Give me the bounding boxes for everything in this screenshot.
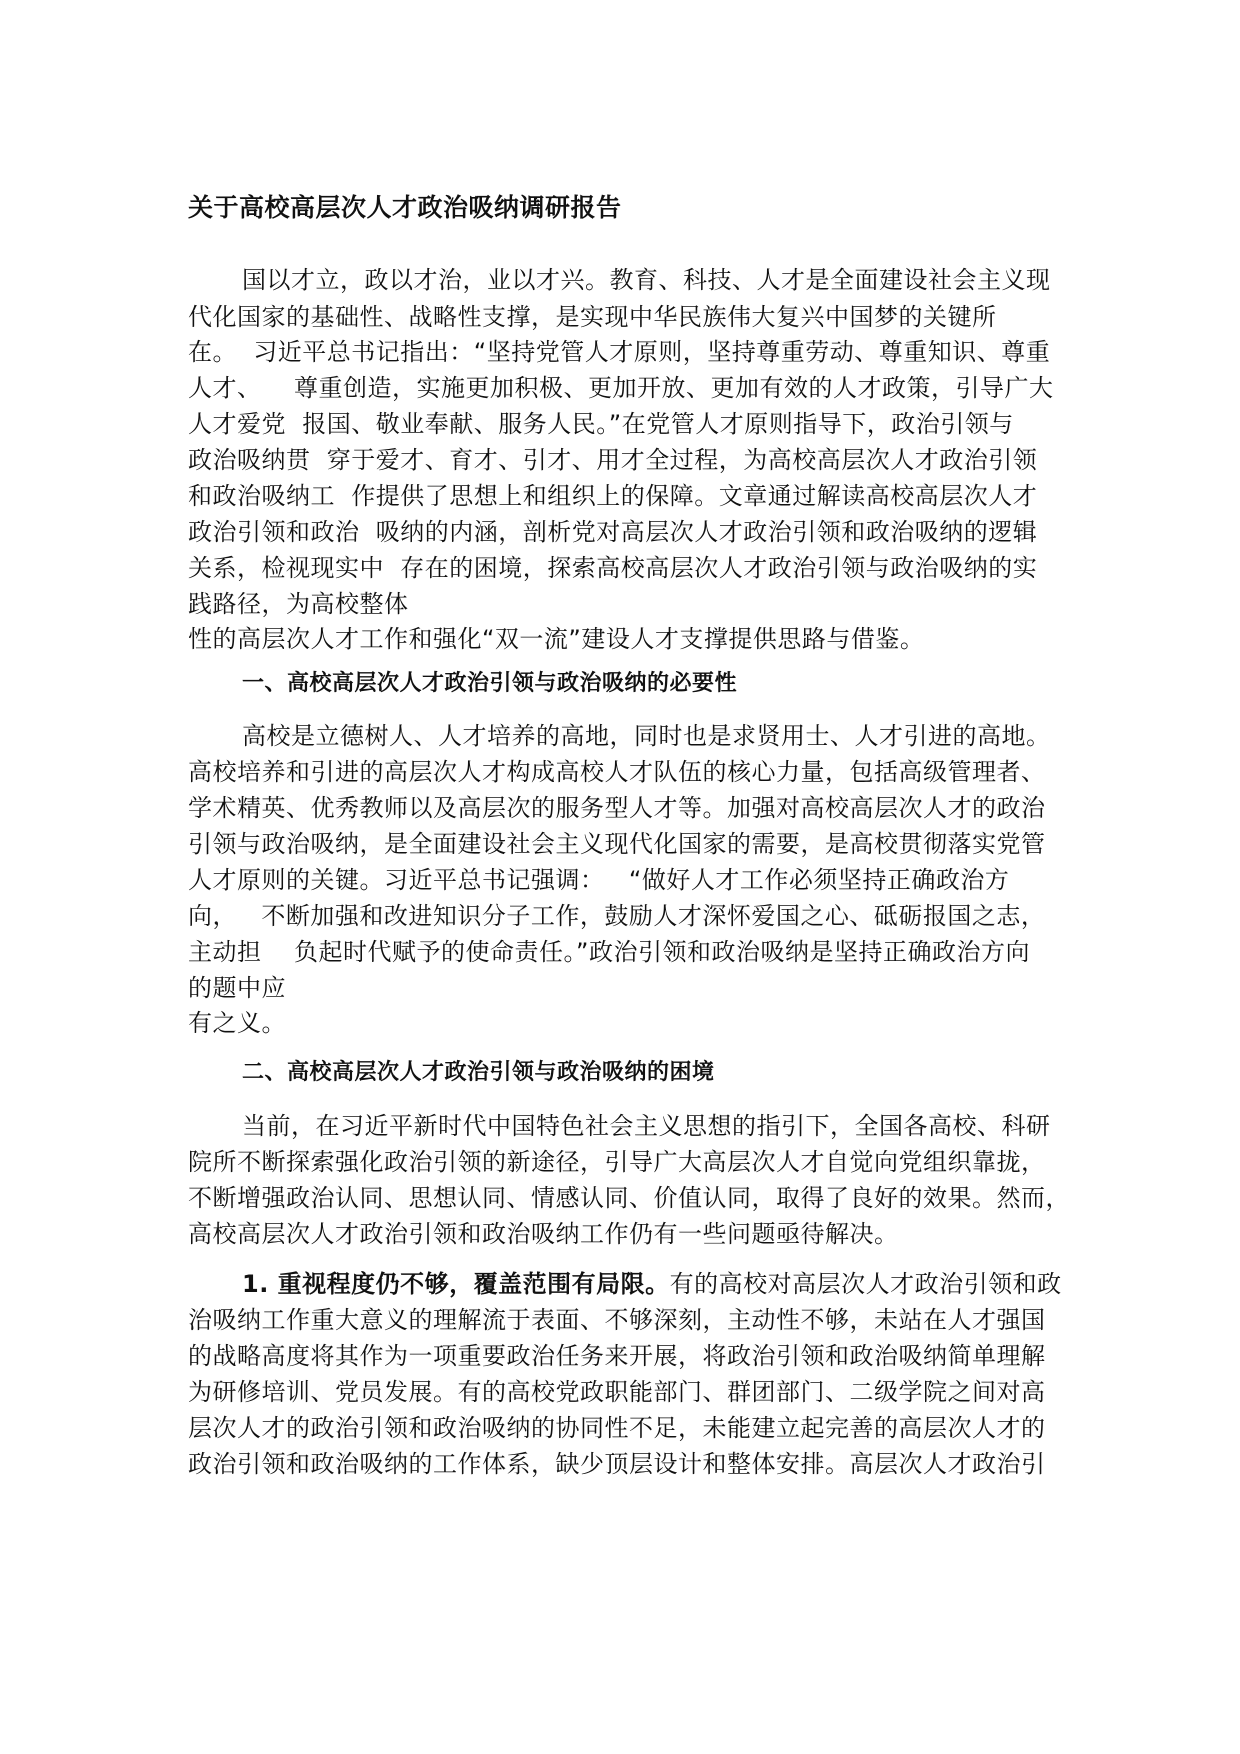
point1-first-text: 有的高校对高层次人才政治引领和政 (669, 1270, 1062, 1298)
intro-line: 关系，检视现实中 存在的困境，探索高校高层次人才政治引领与政治吸纳的实 (188, 554, 1038, 582)
intro-line: 政治引领和政治 吸纳的内涵，剖析党对高层次人才政治引领和政治吸纳的逻辑 (188, 518, 1038, 546)
intro-line: 性的高层次人才工作和强化“双一流”建设人才支撑提供思路与借鉴。 (188, 625, 925, 653)
section-heading-1: 一、高校高层次人才政治引领与政治吸纳的必要性 (242, 671, 738, 696)
intro-line: 国以才立，政以才治，业以才兴。教育、科技、人才是全面建设社会主义现 (242, 266, 1051, 294)
section1-line: 的题中应 (188, 974, 286, 1002)
section1-line: 学术精英、优秀教师以及高层次的服务型人才等。加强对高校高层次人才的政治 (188, 794, 1046, 822)
point1-line: 层次人才的政治引领和政治吸纳的协同性不足，未能建立起完善的高层次人才的 (188, 1414, 1046, 1442)
intro-line: 政治吸纳贯 穿于爱才、育才、引才、用才全过程，为高校高层次人才政治引领 (188, 446, 1038, 474)
intro-line: 代化国家的基础性、战略性支撑，是实现中华民族伟大复兴中国梦的关键所 (188, 303, 997, 331)
intro-line: 人才、 尊重创造，实施更加积极、更加开放、更加有效的人才政策，引导广大 (188, 374, 1054, 402)
section2-line: 院所不断探索强化政治引领的新途径，引导广大高层次人才自觉向党组织靠拢， (188, 1148, 1046, 1176)
section2-line: 高校高层次人才政治引领和政治吸纳工作仍有一些问题亟待解决。 (188, 1220, 899, 1248)
point1-line: 的战略高度将其作为一项重要政治任务来开展，将政治引领和政治吸纳简单理解 (188, 1342, 1046, 1370)
section1-line: 人才原则的关键。习近平总书记强调： “做好人才工作必须坚持正确政治方 (188, 866, 1010, 894)
point1-bold-label: 1. 重视程度仍不够，覆盖范围有局限。 (242, 1270, 670, 1298)
section1-line: 高校培养和引进的高层次人才构成高校人才队伍的核心力量，包括高级管理者、 (188, 758, 1046, 786)
section1-line: 高校是立德树人、人才培养的高地，同时也是求贤用士、人才引进的高地。 (242, 722, 1051, 750)
intro-line: 践路径，为高校整体 (188, 590, 409, 618)
point1-line: 为研修培训、党员发展。有的高校党政职能部门、群团部门、二级学院之间对高 (188, 1378, 1046, 1406)
section2-line: 当前，在习近平新时代中国特色社会主义思想的指引下，全国各高校、科研 (242, 1112, 1051, 1140)
section1-line: 有之义。 (188, 1009, 286, 1037)
point1-line: 政治引领和政治吸纳的工作体系，缺少顶层设计和整体安排。高层次人才政治引 (188, 1450, 1046, 1478)
intro-line: 和政治吸纳工 作提供了思想上和组织上的保障。文章通过解读高校高层次人才 (188, 482, 1038, 510)
section1-line: 向， 不断加强和改进知识分子工作，鼓励人才深怀爱国之心、砥砺报国之志， (188, 902, 1046, 930)
point1-first-line (242, 1266, 1062, 1302)
document-title: 关于高校高层次人才政治吸纳调研报告 (188, 193, 622, 222)
section1-line: 引领与政治吸纳，是全面建设社会主义现代化国家的需要，是高校贯彻落实党管 (188, 830, 1046, 858)
intro-line: 在。 习近平总书记指出：“坚持党管人才原则，坚持尊重劳动、尊重知识、尊重 (188, 338, 1051, 366)
section2-line: 不断增强政治认同、思想认同、情感认同、价值认同，取得了良好的效果。然而， (188, 1184, 1070, 1212)
point1-line: 治吸纳工作重大意义的理解流于表面、不够深刻，主动性不够，未站在人才强国 (188, 1306, 1046, 1334)
intro-line: 人才爱党 报国、敬业奉献、服务人民。”在党管人才原则指导下，政治引领与 (188, 410, 1014, 438)
section-heading-2: 二、高校高层次人才政治引领与政治吸纳的困境 (242, 1060, 715, 1085)
section1-line: 主动担 负起时代赋予的使命责任。”政治引领和政治吸纳是坚持正确政治方向 (188, 938, 1030, 966)
